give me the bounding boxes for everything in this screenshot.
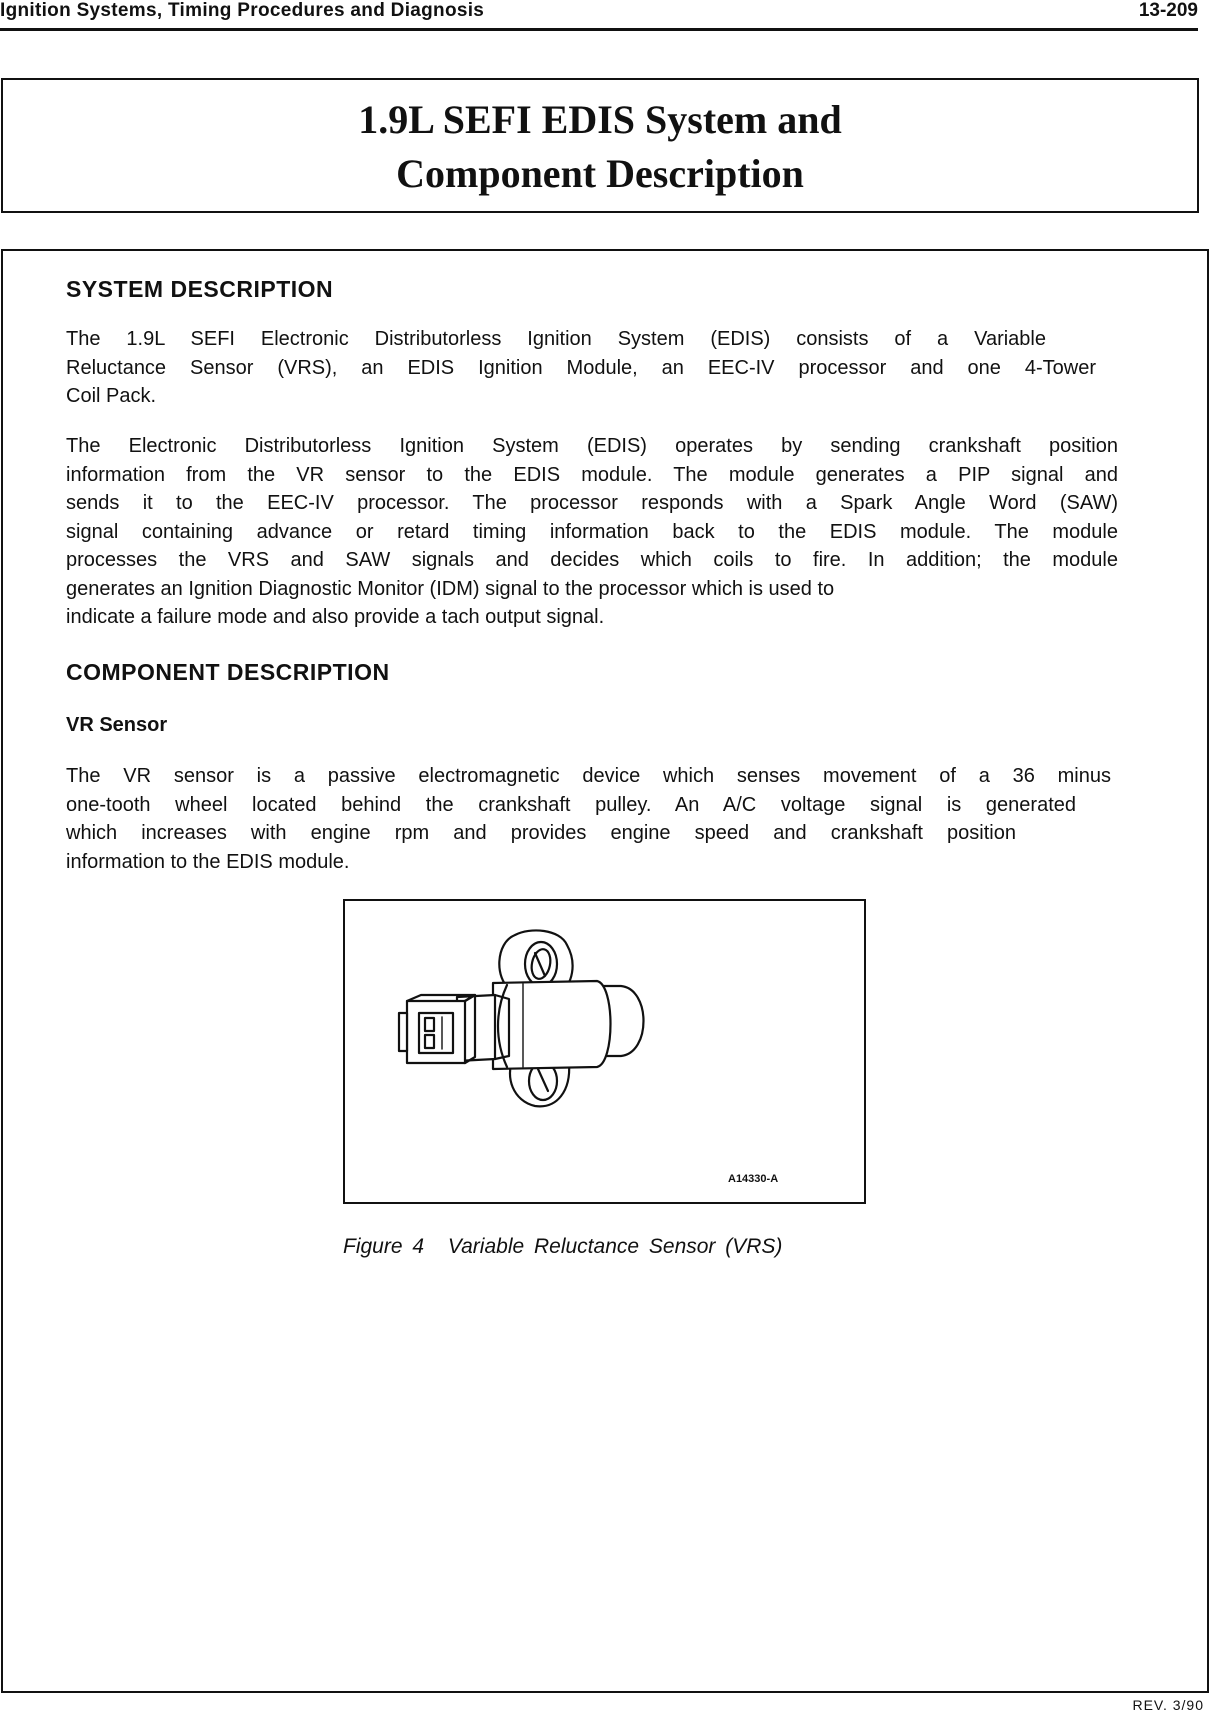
page-title-line-2: Component Description bbox=[396, 151, 804, 196]
text-line: The VR sensor is a passive electromagnetic device which senses movement of a 36 minus bbox=[66, 765, 1111, 787]
page-title-line-1: 1.9L SEFI EDIS System and bbox=[358, 97, 842, 142]
system-description-paragraph-1 bbox=[66, 325, 1096, 411]
text-line: generates an Ignition Diagnostic Monitor (IDM) signal to the processor which is used to bbox=[66, 577, 835, 600]
vr-sensor-illustration bbox=[345, 901, 864, 1202]
text-line: Coil Pack. bbox=[66, 385, 157, 407]
text-line: which increases with engine rpm and provides engine speed and crankshaft position bbox=[66, 822, 1016, 844]
revision-footer: REV. 3/90 bbox=[1132, 1697, 1204, 1713]
figure-number: Figure 4 bbox=[343, 1235, 425, 1258]
system-description-heading: SYSTEM DESCRIPTION bbox=[66, 276, 334, 302]
text-line: information from the VR sensor to the EDIS module. The module generates a PIP signal and bbox=[66, 463, 1118, 486]
system-description-paragraph-2 bbox=[66, 432, 1118, 632]
vr-sensor-subheading: VR Sensor bbox=[66, 714, 168, 736]
section-title: Ignition Systems, Timing Procedures and Diagnosis bbox=[0, 0, 485, 21]
text-line: signal containing advance or retard timing information back to the EDIS module. The module bbox=[66, 520, 1118, 543]
figure-title: Variable Reluctance Sensor (VRS) bbox=[447, 1235, 783, 1258]
figure-frame bbox=[343, 899, 866, 1204]
text-line: information to the EDIS module. bbox=[66, 850, 350, 873]
text-line: The Electronic Distributorless Ignition System (EDIS) operates by sending crankshaft position bbox=[66, 435, 1118, 457]
component-description-heading: COMPONENT DESCRIPTION bbox=[66, 659, 390, 685]
page-number: 13-209 bbox=[1138, 0, 1198, 21]
figure-code: A14330-A bbox=[728, 1173, 779, 1185]
text-line: one-tooth wheel located behind the crankshaft pulley. An A/C voltage signal is generated bbox=[66, 793, 1076, 816]
vr-sensor-paragraph bbox=[66, 762, 1111, 876]
text-line: processes the VRS and SAW signals and decides which coils to fire. In addition; the module bbox=[66, 549, 1118, 571]
figure-caption bbox=[343, 1235, 782, 1259]
text-line: Reluctance Sensor (VRS), an EDIS Ignition Module, an EEC-IV processor and one 4-Tower bbox=[66, 356, 1096, 379]
text-line: sends it to the EEC-IV processor. The processor responds with a Spark Angle Word (SAW) bbox=[66, 492, 1118, 514]
text-line: The 1.9L SEFI Electronic Distributorless Ignition System (EDIS) consists of a Variable bbox=[66, 328, 1046, 350]
running-header bbox=[0, 0, 1198, 31]
page-title-box bbox=[1, 78, 1199, 213]
text-line: indicate a failure mode and also provide a tach output signal. bbox=[66, 606, 605, 628]
